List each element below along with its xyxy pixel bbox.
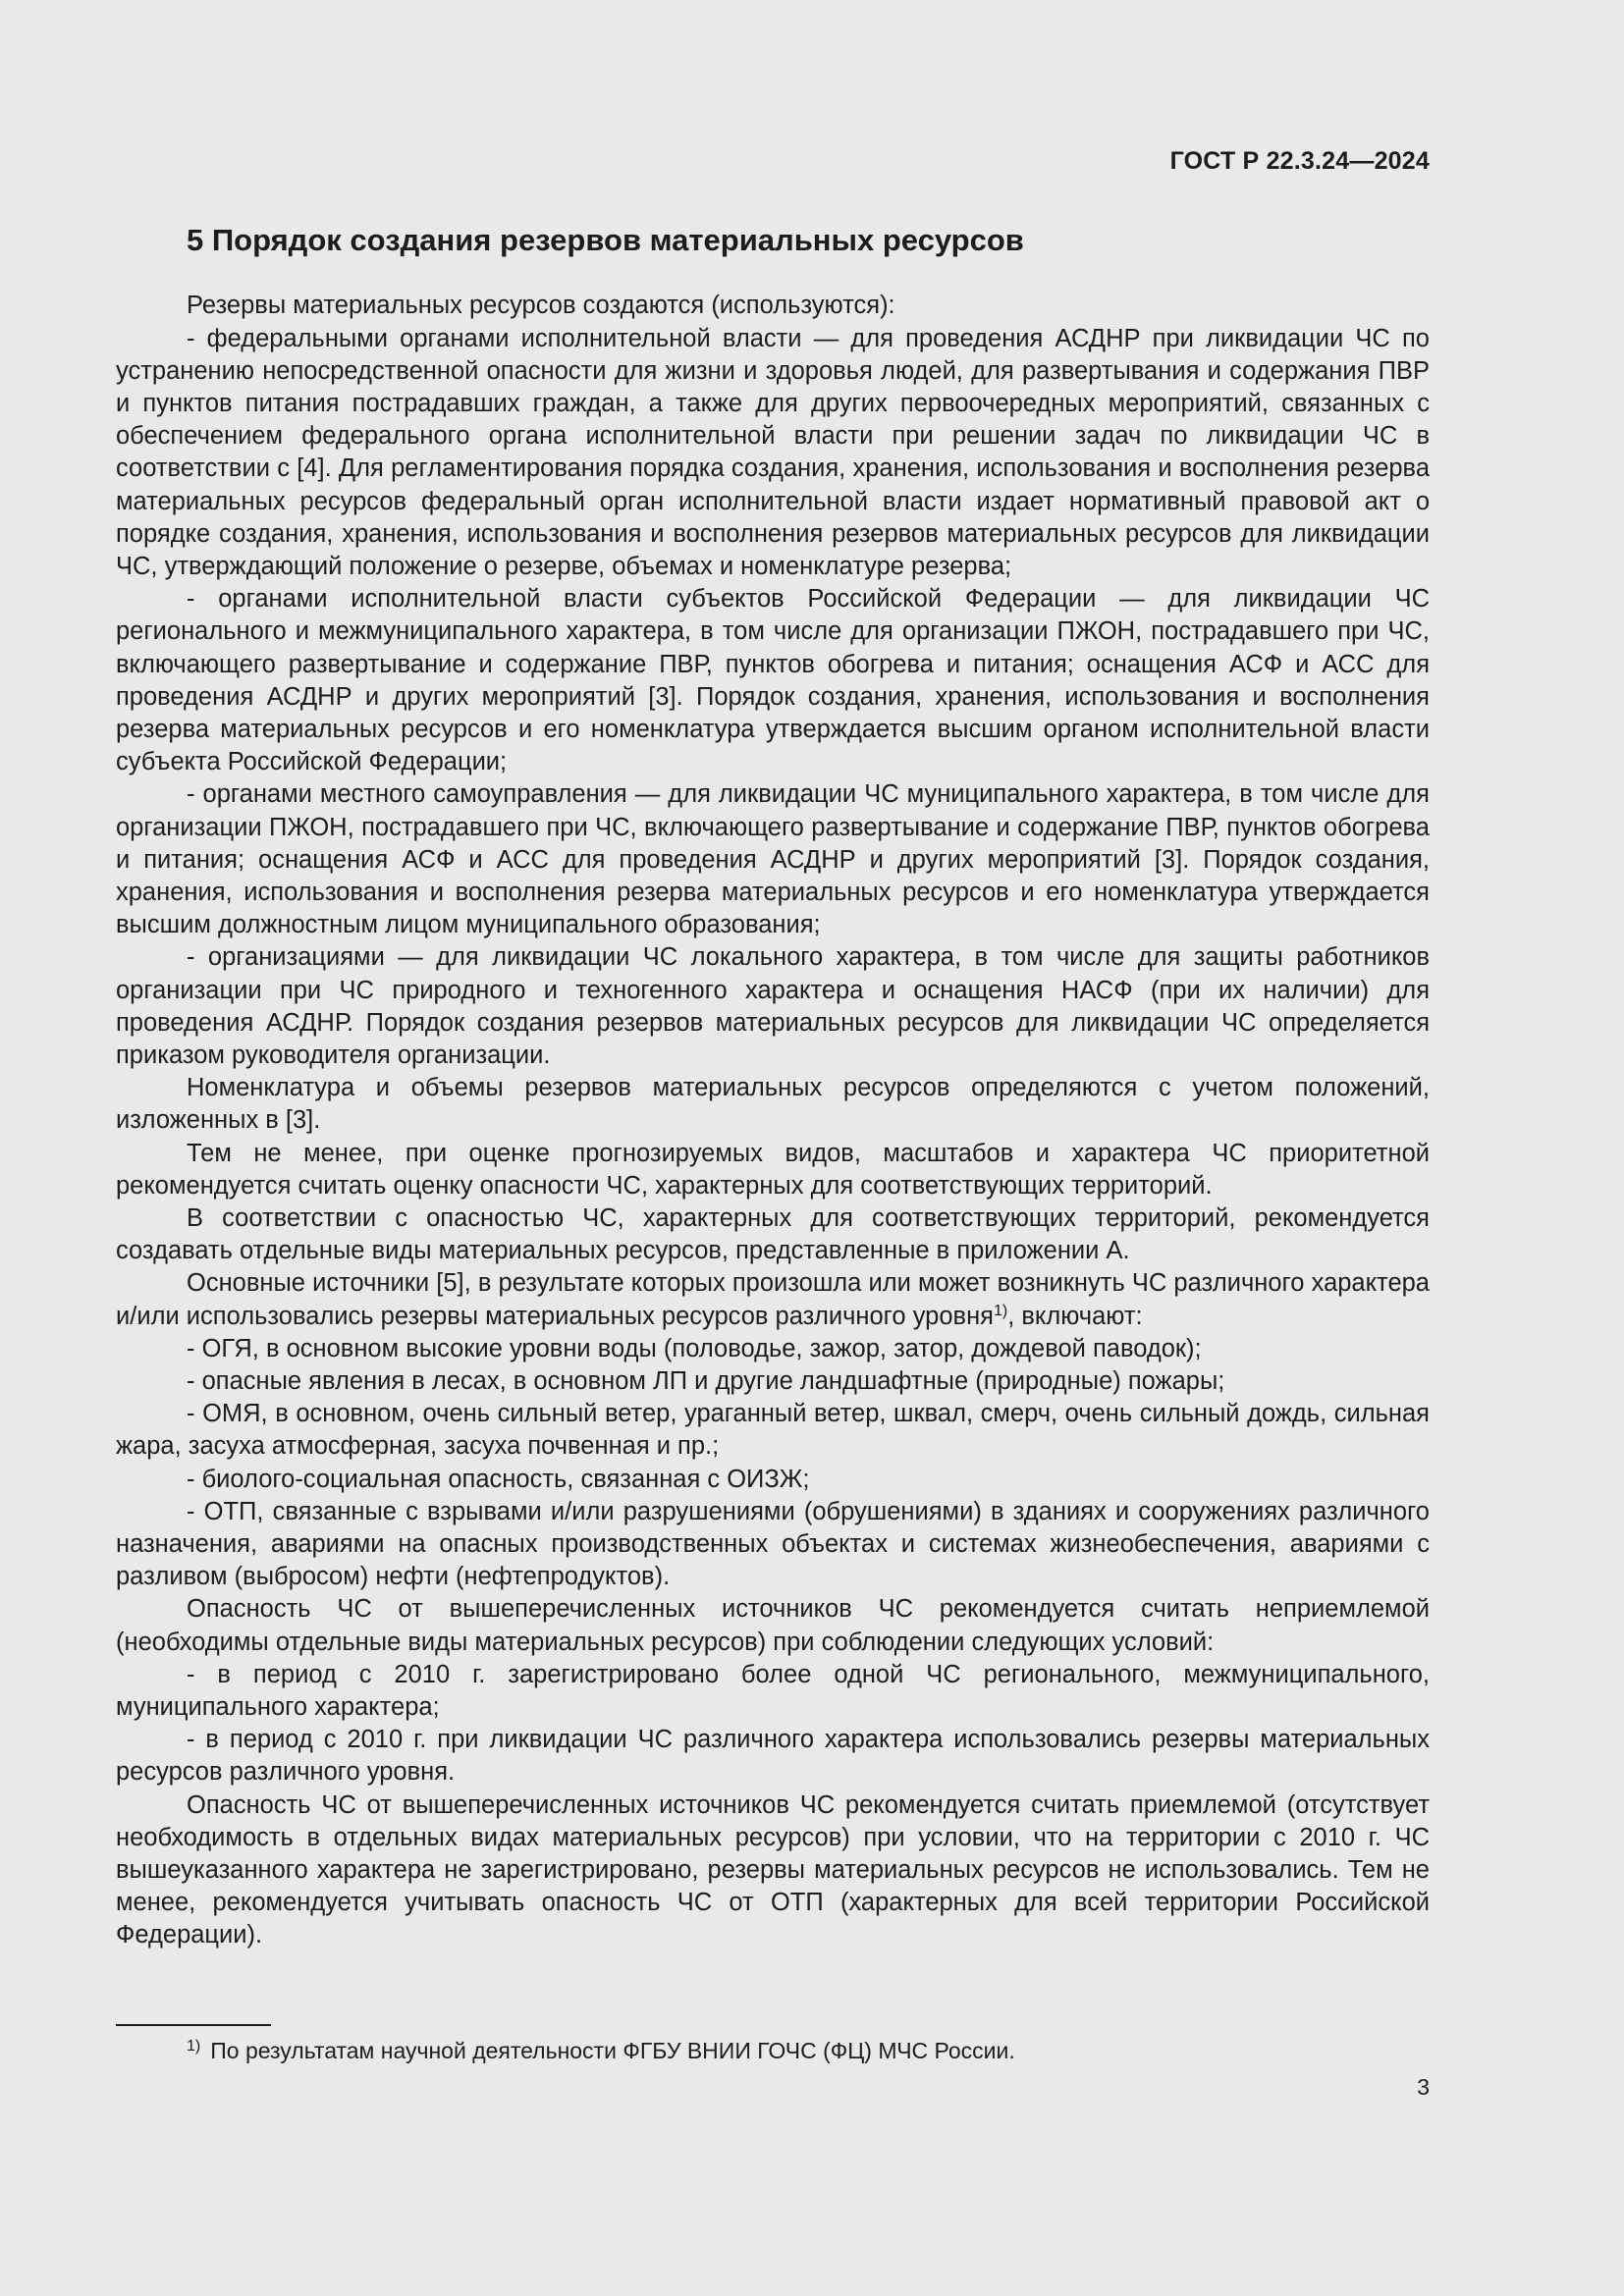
list-item-condition: - в период с 2010 г. зарегистрировано более одной ЧС регионального, межмуниципального, муниципального характера; (116, 1660, 1430, 1722)
list-item-source: - ОГЯ, в основном высокие уровни воды (половодье, зажор, затор, дождевой паводок); (187, 1334, 1202, 1362)
main-content (116, 221, 1430, 1952)
list-item-source: - ОТП, связанные с взрывами и/или разрушениями (обрушениями) в зданиях и сооружениях различного назначения, авариями на опасных производственных объектах и системах жизнеобеспечения, авариями с разливом (выбросом) нефти (нефтепродуктов). (116, 1497, 1430, 1591)
paragraph: Опасность ЧС от вышеперечисленных источников ЧС рекомендуется считать неприемлемой (необходимы отдельные виды материальных ресурсов) при соблюдении следующих условий: (116, 1595, 1430, 1656)
list-item-source: - ОМЯ, в основном, очень сильный ветер, ураганный ветер, шквал, смерч, очень сильный дождь, сильная жара, засуха атмосферная, засуха почвенная и пр.; (116, 1400, 1430, 1461)
sources-text: Основные источники [5], в результате которых произошла или может возникнуть ЧС различного характера и/или использовались резервы материальных ресурсов различного уровня (116, 1269, 1430, 1330)
section-title: 5 Порядок создания резервов материальных ресурсов (187, 223, 1024, 257)
list-item-organizations: - организациями — для ликвидации ЧС локального характера, в том числе для защиты работников организации при ЧС природного и техногенного характера и оснащения НАСФ (при их наличии) для проведения АСДНР. Порядок создания резервов материальных ресурсов для ликвидации ЧС определяется приказом руководителя организации. (116, 943, 1430, 1069)
footnote-text: По результатам научной деятельности ФГБУ ВНИИ ГОЧС (ФЦ) МЧС России. (210, 2038, 1015, 2063)
sources-text-end: , включают: (1007, 1302, 1143, 1330)
paragraph: Опасность ЧС от вышеперечисленных источников ЧС рекомендуется считать приемлемой (отсутствует необходимость в отдельных видах материальных ресурсов) при условии, что на территории с 2010 г. ЧС вышеуказанного характера не зарегистрировано, резервы материальных ресурсов не использовались. Тем не менее, рекомендуется учитывать опасность ЧС от ОТП (характерных для всей территории Российской Федерации). (116, 1790, 1430, 1949)
paragraph: Номенклатура и объемы резервов материальных ресурсов определяются с учетом положений, изложенных в [3]. (116, 1074, 1430, 1135)
list-item-source: - биолого-социальная опасность, связанная с ОИЗЖ; (187, 1465, 810, 1493)
paragraph: Тем не менее, при оценке прогнозируемых видов, масштабов и характера ЧС приоритетной рекомендуется считать оценку опасности ЧС, характерных для соответствующих территорий. (116, 1139, 1430, 1200)
list-item-condition: - в период с 2010 г. при ликвидации ЧС различного характера использовались резервы материальных ресурсов различного уровня. (116, 1726, 1430, 1787)
page-number: 3 (1417, 2074, 1430, 2100)
document-code: ГОСТ Р 22.3.24—2024 (1169, 147, 1430, 175)
list-item-federal: - федеральными органами исполнительной власти — для проведения АСДНР при ликвидации ЧС по устранению непосредственной опасности для жизни и здоровья людей, для развертывания и содержания ПВР и пунктов питания пострадавших граждан, а также для других первоочередных мероприятий, связанных с обеспечением федерального органа исполнительной власти при решении задач по ликвидации ЧС в соответствии с [4]. Для регламентирования порядка создания, хранения, использования и восполнения резерва материальных ресурсов федеральный орган исполнительной власти издает нормативный правовой акт о порядке создания, хранения, использования и восполнения резервов материальных ресурсов для ликвидации ЧС, утверждающий положение о резерве, объемах и номенклатуре резерва; (116, 324, 1430, 580)
footnote (187, 2032, 1430, 2065)
list-item-source: - опасные явления в лесах, в основном ЛП и другие ландшафтные (природные) пожары; (187, 1367, 1225, 1395)
footnote-divider (116, 2024, 271, 2026)
footnote-reference[interactable]: 1) (993, 1302, 1008, 1319)
sources-paragraph (116, 1267, 1430, 1332)
paragraph: В соответствии с опасностью ЧС, характерных для соответствующих территорий, рекомендуется создавать отдельные виды материальных ресурсов, представленные в приложении А. (116, 1203, 1430, 1265)
list-item-regional: - органами исполнительной власти субъектов Российской Федерации — для ликвидации ЧС регионального и межмуниципального характера, в том числе для организации ПЖОН, пострадавшего при ЧС, включающего развертывание и содержание ПВР, пунктов обогрева и питания; оснащения АСФ и АСС для проведения АСДНР и других мероприятий [3]. Порядок создания, хранения, использования и восполнения резерва материальных ресурсов и его номенклатура утверждается высшим органом исполнительной власти субъекта Российской Федерации; (116, 585, 1430, 776)
list-item-municipal: - органами местного самоуправления — для ликвидации ЧС муниципального характера, в том числе для организации ПЖОН, пострадавшего при ЧС, включающего развертывание и содержание ПВР, пунктов обогрева и питания; оснащения АСФ и АСС для проведения АСДНР и других мероприятий [3]. Порядок создания, хранения, использования и восполнения резерва материальных ресурсов и его номенклатура утверждается высшим должностным лицом муниципального образования; (116, 780, 1430, 939)
footnote-mark: 1) (187, 2038, 201, 2055)
paragraph: Резервы материальных ресурсов создаются (используются): (187, 292, 895, 320)
